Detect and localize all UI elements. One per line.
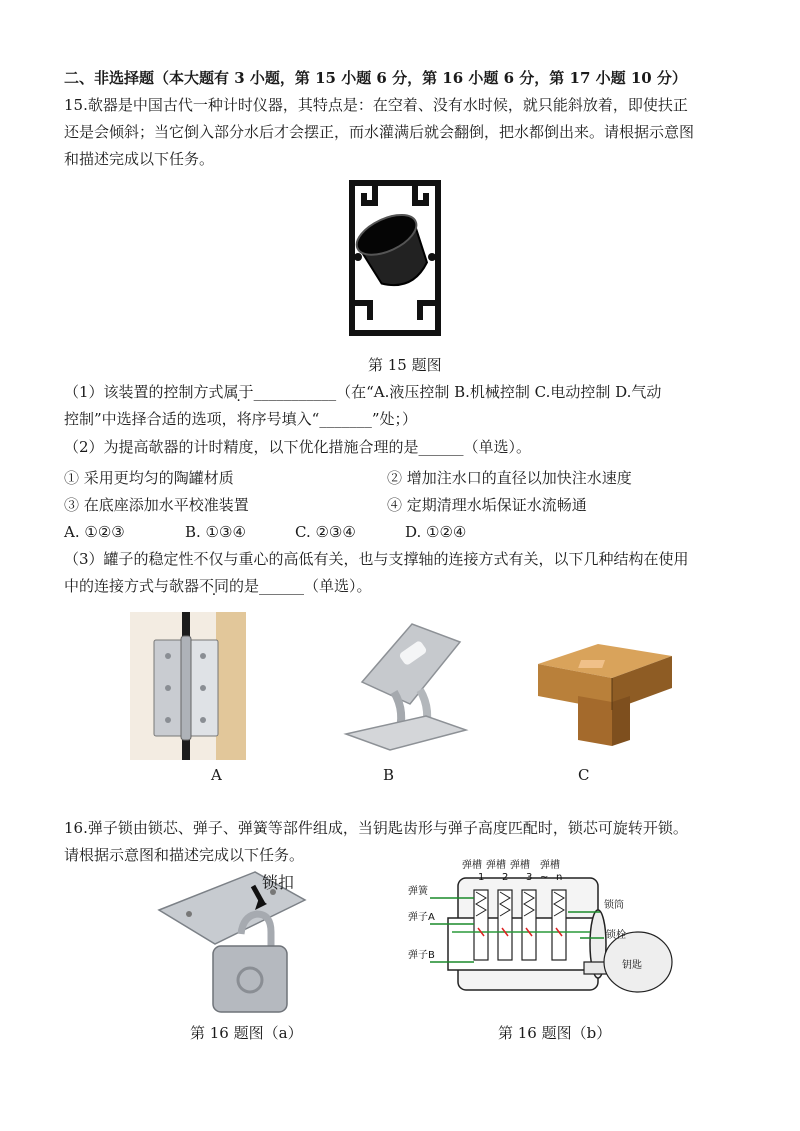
image-b-label: B [383, 766, 395, 784]
choice-d: D. ①②④ [405, 523, 467, 541]
slot-num-1: 1 [478, 872, 485, 883]
choice-a: A. ①②③ [64, 523, 125, 541]
q16-stem-line2: 请根据示意图和描述完成以下任务。 [64, 846, 305, 864]
q15-stem-line1: 15.欹器是中国古代一种计时仪器，其特点是：在空着、没有水时候，就只能斜放着，即使扶正 [64, 96, 688, 114]
slot-num-n: n [556, 872, 563, 883]
image-a-label: A [211, 766, 222, 784]
slot-label-2: 弹槽 [486, 860, 506, 871]
barrel-label: 锁筒 [604, 900, 624, 911]
q15-part3-line1: （3）罐子的稳定性不仅与重心的高低有关，也与支撑轴的连接方式有关，以下几种结构在使用 [64, 550, 689, 568]
image-b-laptop-stand [332, 612, 474, 752]
slot-num-3: 3 [526, 872, 533, 883]
choice-b: B. ①③④ [185, 523, 246, 541]
emphasis-text: 属于 [223, 383, 254, 401]
q16-stem-line1: 16.弹子锁由锁芯、弹子、弹簧等部件组成，当钥匙齿形与弹子高度匹配时，锁芯可旋转开锁。 [64, 819, 688, 837]
hasp-label: 锁扣 [262, 873, 295, 892]
image-c-label: C [578, 766, 590, 784]
q16-figure-b-caption: 第 16 题图（b） [498, 1024, 612, 1042]
slot-label-n: 弹槽 [540, 860, 560, 871]
slot-num-2: 2 [502, 872, 509, 883]
option-2: ② 增加注水口的直径以加快注水速度 [387, 469, 632, 487]
q15-stem-line3: 和描述完成以下任务。 [64, 150, 215, 168]
q15-part1-line1: （1）该装置的控制方式属于___________（在“A.液压控制 B.机械控制 C.电动控制 D.气动 [64, 383, 662, 401]
q16-figure-a-caption: 第 16 题图（a） [190, 1024, 303, 1042]
option-3: ③ 在底座添加水平校准装置 [64, 496, 249, 514]
slot-label-1: 弹槽 [462, 860, 482, 871]
q15-figure-caption: 第 15 题图 [368, 356, 442, 374]
q15-part2: （2）为提高欹器的计时精度，以下优化措施合理的是______（单选）。 [64, 438, 532, 456]
image-a-door-hinge [130, 612, 246, 760]
q15-part1-line2: 控制”中选择合适的选项，将序号填入“_______”处；） [64, 410, 418, 428]
q16-figure-b-lock-diagram [408, 858, 680, 1016]
key-label: 钥匙 [622, 960, 642, 971]
spring-label: 弹簧 [408, 886, 428, 897]
slot-num-tilde: ~ [540, 872, 549, 883]
q15-figure-vessel [340, 175, 450, 343]
pin-b-label: 弹子B [408, 950, 435, 961]
q15-stem-line2: 还是会倾斜；当它倒入部分水后才会摆正，而水灌满后就会翻倒，把水都倒出来。请根据示意图 [64, 123, 695, 141]
choice-c: C. ②③④ [295, 523, 356, 541]
option-4: ④ 定期清理水垢保证水流畅通 [387, 496, 587, 514]
option-1: ① 采用更均匀的陶罐材质 [64, 469, 234, 487]
plug-label: 锁栓 [606, 930, 626, 941]
q15-part3-line2: 中的连接方式与欹器不同的是______（单选）。 [64, 577, 372, 595]
section-title: 二、非选择题（本大题有 3 小题，第 15 小题 6 分，第 16 小题 6 分，第 17 小题 10 分） [64, 69, 687, 87]
slot-label-3: 弹槽 [510, 860, 530, 871]
image-c-wooden-joint [534, 630, 676, 748]
pin-a-label: 弹子A [408, 912, 435, 923]
emphasis-text: 不同 [199, 577, 230, 595]
